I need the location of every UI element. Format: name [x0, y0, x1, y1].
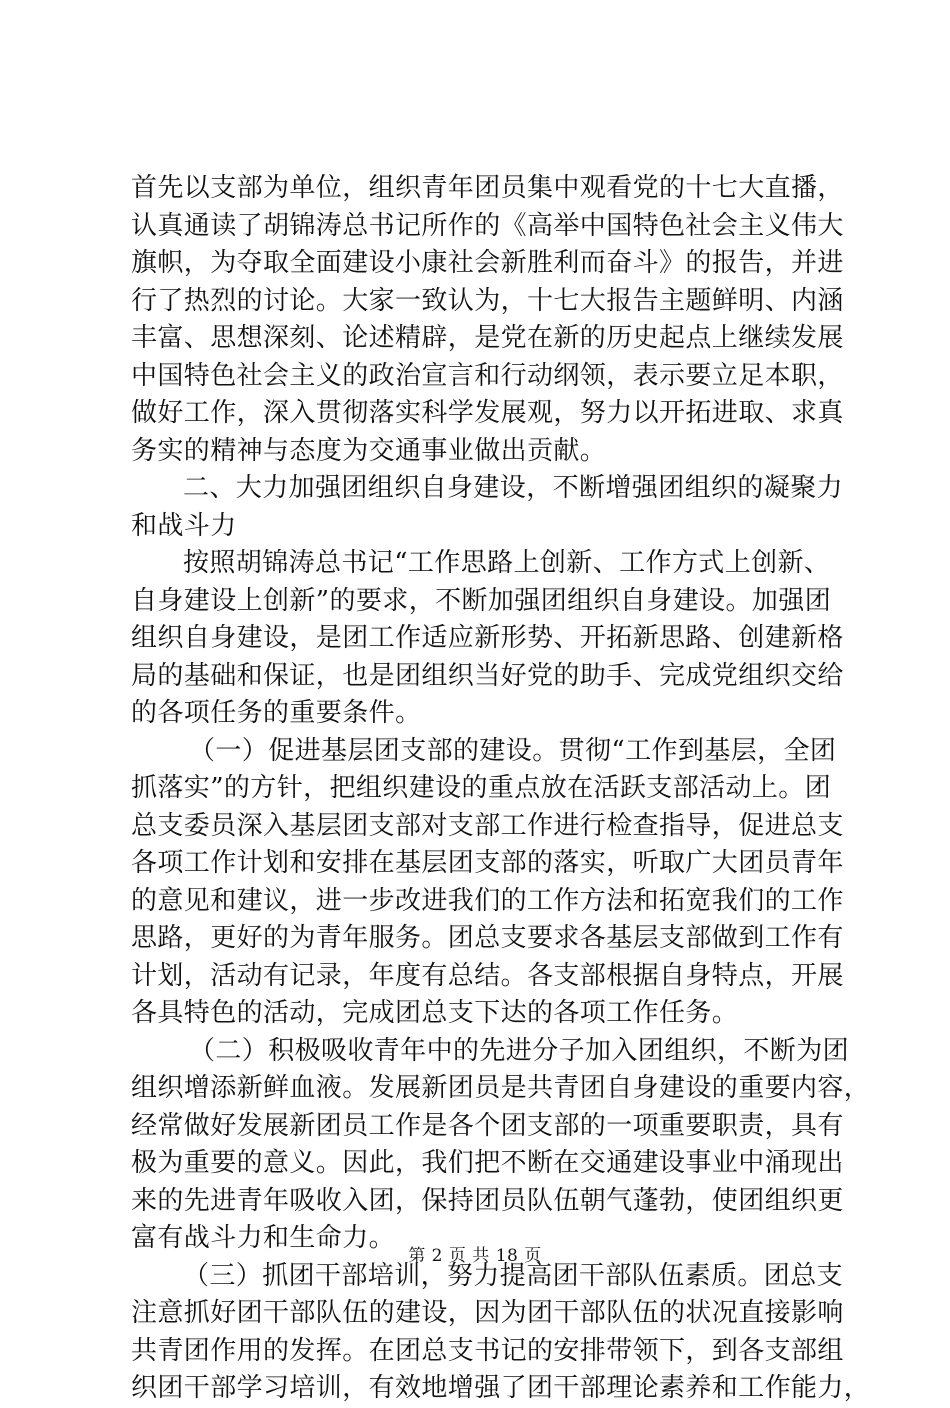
- text-line: 行了热烈的讨论。大家一致认为，十七大报告主题鲜明、内涵: [131, 285, 844, 316]
- text-line: 组织增添新鲜血液。发展新团员是共青团自身建设的重要内容，: [131, 1073, 871, 1103]
- text-line: 富有战斗力和生命力。: [131, 1223, 396, 1253]
- text-line: 中国特色社会主义的政治宣言和行动纲领，表示要立足本职，: [131, 360, 844, 391]
- text-line: 计划，活动有记录，年度有总结。各支部根据自身特点，开展: [131, 960, 844, 991]
- text-line: 各具特色的活动，完成团总支下达的各项工作任务。: [131, 998, 739, 1028]
- text-line: 按照胡锦涛总书记“工作思路上创新、工作方式上创新、: [183, 548, 831, 578]
- text-line: 自身建设上创新”的要求，不断加强团组织自身建设。加强团: [131, 585, 832, 616]
- text-line: 的意见和建议，进一步改进我们的工作方法和拓宽我们的工作: [131, 885, 844, 916]
- document-body: [131, 170, 871, 1408]
- text-line: 组织自身建设，是团工作适应新形势、开拓新思路、创建新格: [131, 623, 844, 653]
- text-line: 抓落实”的方针，把组织建设的重点放在活跃支部活动上。团: [131, 773, 832, 803]
- text-line: 极为重要的意义。因此，我们把不断在交通建设事业中涌现出: [131, 1148, 844, 1178]
- text-line: 认真通读了胡锦涛总书记所作的《高举中国特色社会主义伟大: [131, 210, 844, 241]
- text-line: 总支委员深入基层团支部对支部工作进行检查指导，促进总支: [131, 810, 844, 841]
- text-line: 各项工作计划和安排在基层团支部的落实，听取广大团员青年: [131, 848, 844, 878]
- text-line: 做好工作，深入贯彻落实科学发展观，努力以开拓进取、求真: [131, 398, 844, 428]
- text-line: 局的基础和保证，也是团组织当好党的助手、完成党组织交给: [131, 660, 844, 691]
- text-line: 共青团作用的发挥。在团总支书记的安排带领下，到各支部组: [131, 1335, 844, 1366]
- section-heading: 二、大力加强团组织自身建设，不断增强团组织的凝聚力: [183, 473, 844, 503]
- text-line: 注意抓好团干部队伍的建设，因为团干部队伍的状况直接影响: [131, 1298, 844, 1328]
- subsection-line: （三）抓团干部培训，努力提高团干部队伍素质。团总支: [183, 1260, 844, 1291]
- text-line: 织团干部学习培训，有效地增强了团干部理论素养和工作能力，: [131, 1373, 871, 1403]
- text-line: 丰富、思想深刻、论述精辟，是党在新的历史起点上继续发展: [131, 323, 844, 353]
- text-line: 的各项任务的重要条件。: [131, 698, 422, 728]
- page-number-footer: 第 2 页 共 18 页: [408, 1246, 542, 1266]
- subsection-line: （一）促进基层团支部的建设。贯彻“工作到基层，全团: [189, 735, 837, 766]
- text-line: 来的先进青年吸收入团，保持团员队伍朝气蓬勃，使团组织更: [131, 1185, 844, 1216]
- text-line: 旗帜，为夺取全面建设小康社会新胜利而奋斗》的报告，并进: [131, 248, 844, 278]
- text-line: 经常做好发展新团员工作是各个团支部的一项重要职责，具有: [131, 1110, 844, 1141]
- text-line: 务实的精神与态度为交通事业做出贡献。: [131, 435, 607, 466]
- text-line: 思路，更好的为青年服务。团总支要求各基层支部做到工作有: [131, 923, 844, 953]
- subsection-line: （二）积极吸收青年中的先进分子加入团组织，不断为团: [189, 1035, 850, 1066]
- section-heading-continued: 和战斗力: [131, 510, 237, 541]
- text-line: 首先以支部为单位，组织青年团员集中观看党的十七大直播，: [131, 173, 844, 203]
